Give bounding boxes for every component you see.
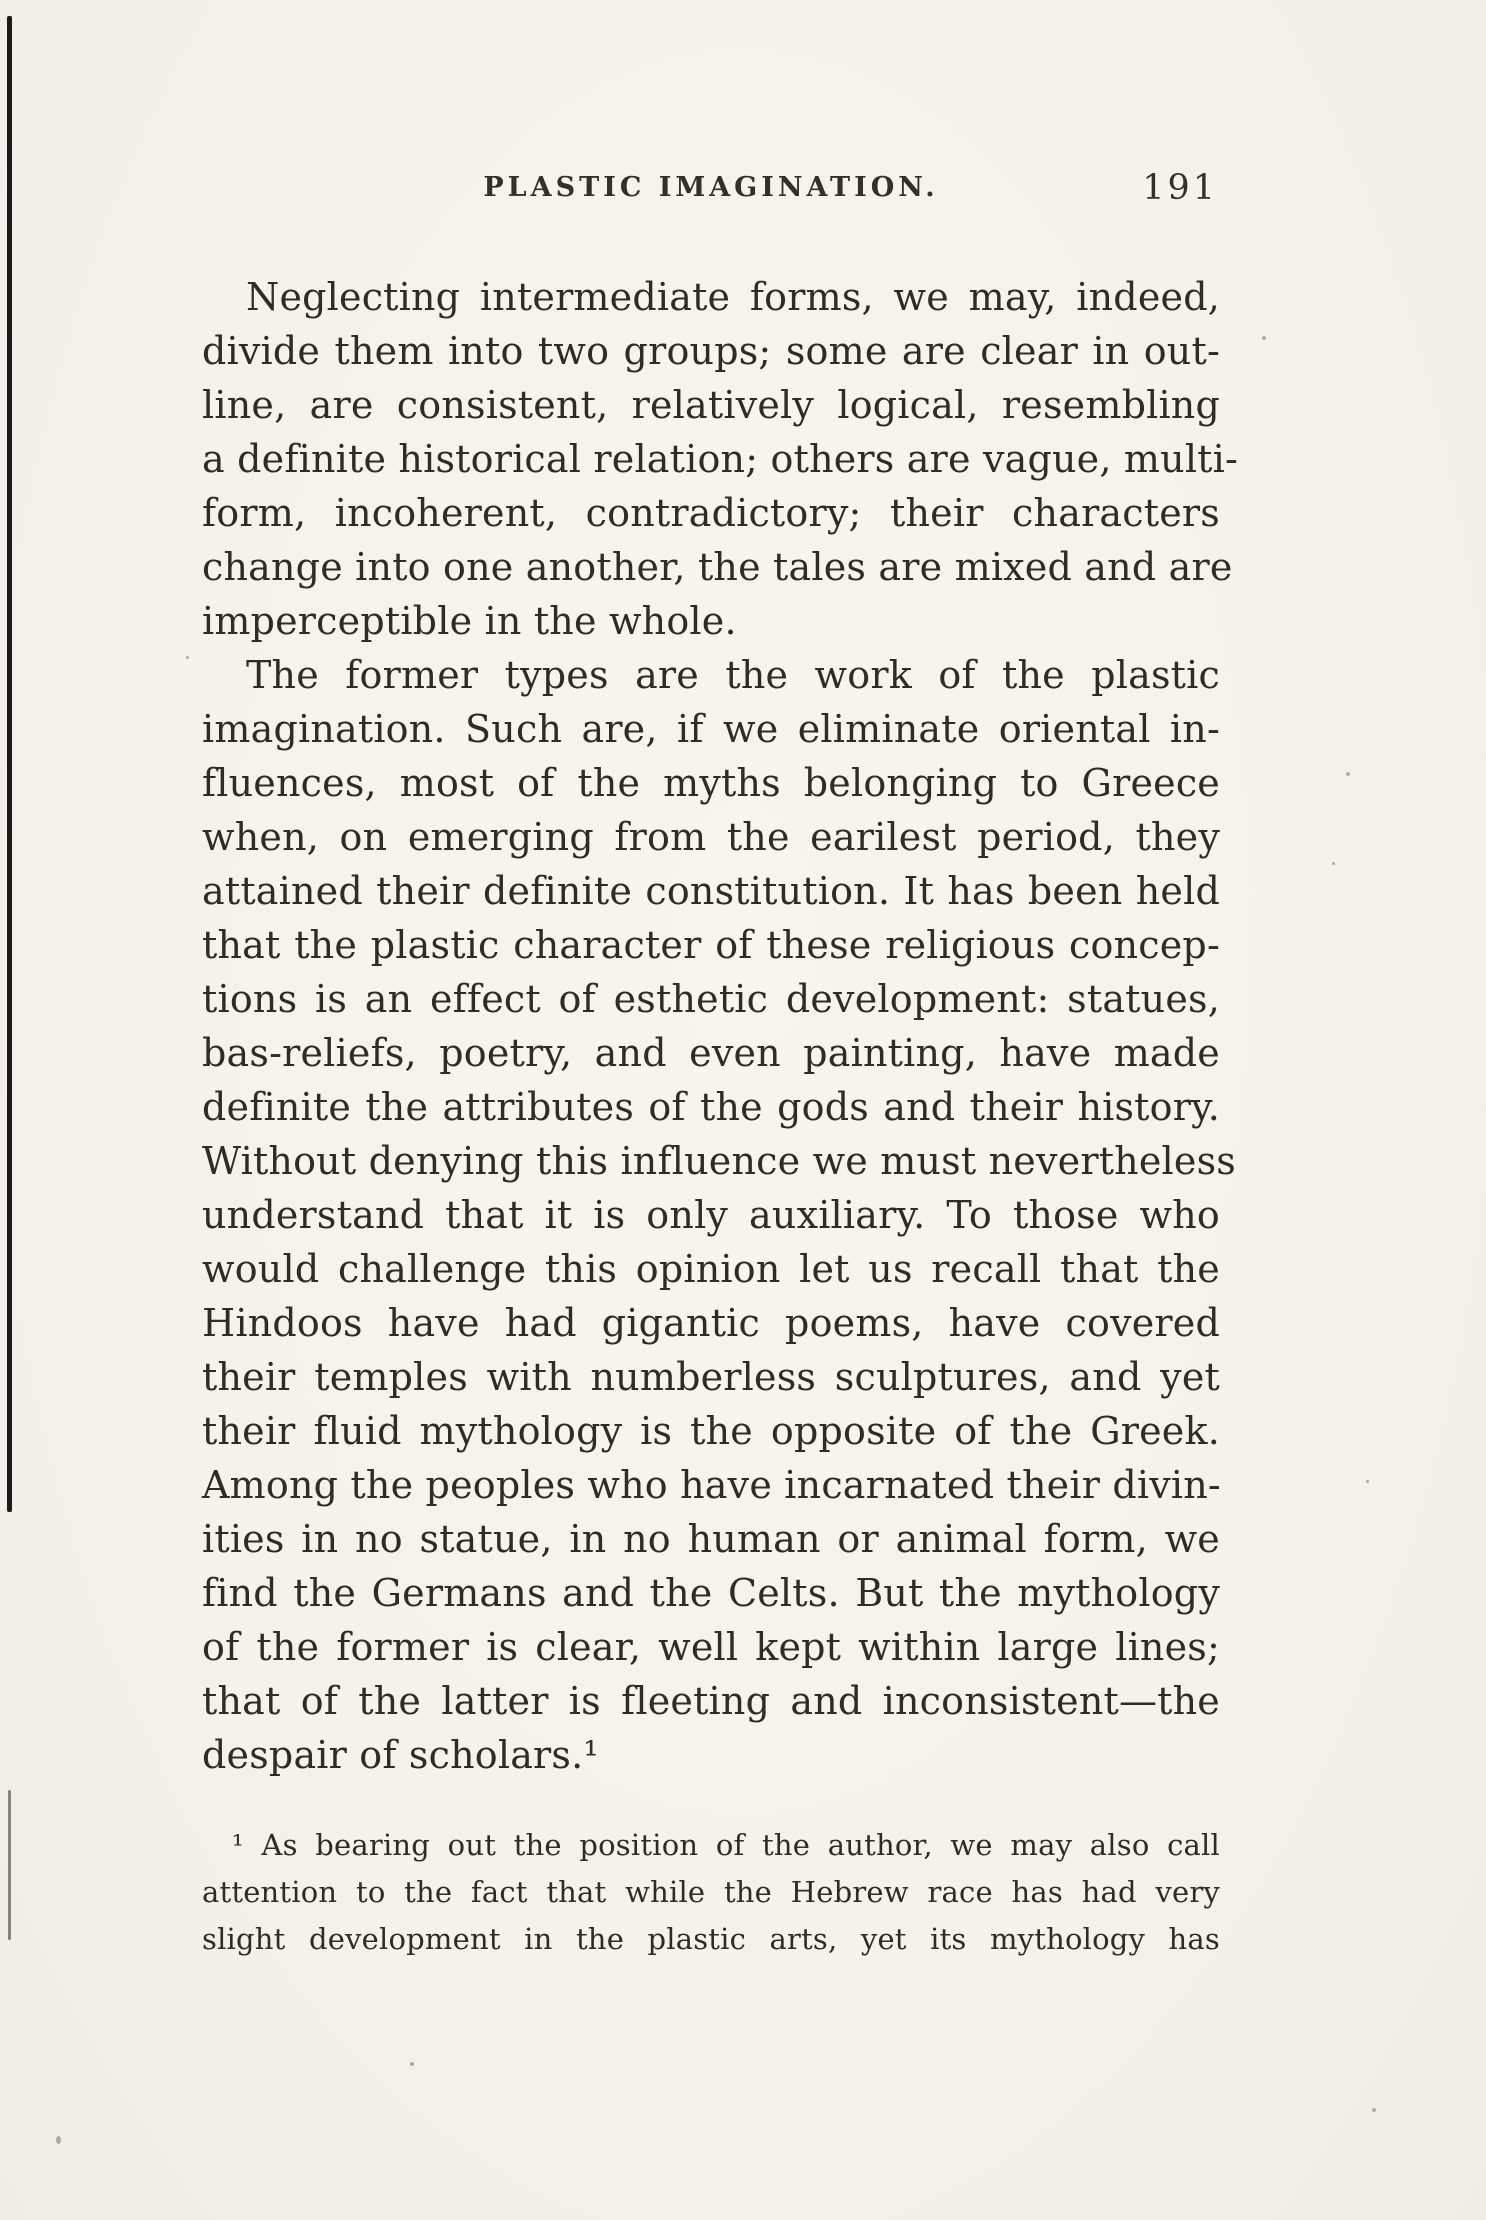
text-line: line, are consistent, relatively logical, resembling xyxy=(202,383,1220,427)
scan-speck xyxy=(186,656,189,659)
text-line: fluences, most of the myths belonging to Greece xyxy=(202,761,1220,805)
text-line: tions is an effect of esthetic development: statues, xyxy=(202,977,1220,1021)
text-line: Neglecting intermediate forms, we may, indeed, xyxy=(246,275,1220,319)
running-title: PLASTIC IMAGINATION. xyxy=(483,172,939,203)
text-line: would challenge this opinion let us recall that the xyxy=(202,1247,1220,1291)
text-line: imagination. Such are, if we eliminate oriental in- xyxy=(202,707,1220,751)
text-line: change into one another, the tales are mixed and are xyxy=(202,545,1233,589)
scan-gutter-shadow xyxy=(7,16,12,1512)
text-line: Without denying this influence we must nevertheless xyxy=(202,1139,1236,1183)
scan-gutter-shadow-lower xyxy=(8,1790,11,1940)
text-line: of the former is clear, well kept within large lines; xyxy=(202,1625,1220,1669)
scan-speck xyxy=(1262,336,1266,340)
text-line: attention to the fact that while the Hebrew race has had very xyxy=(202,1875,1220,1909)
scan-speck xyxy=(410,2062,414,2066)
scan-speck xyxy=(1346,772,1350,776)
text-line: Hindoos have had gigantic poems, have covered xyxy=(202,1301,1220,1345)
text-line: find the Germans and the Celts. But the mythology xyxy=(202,1571,1220,1615)
text-line: understand that it is only auxiliary. To those who xyxy=(202,1193,1220,1237)
page-number: 191 xyxy=(1142,168,1218,208)
text-line: when, on emerging from the earilest period, they xyxy=(202,815,1220,859)
text-line: imperceptible in the whole. xyxy=(202,599,737,643)
text-line: a definite historical relation; others are vague, multi- xyxy=(202,437,1239,481)
text-line: ¹ As bearing out the position of the author, we may also call xyxy=(232,1828,1220,1862)
footnote xyxy=(202,1822,1220,1963)
page-header xyxy=(202,168,1220,218)
scan-speck xyxy=(1366,1480,1369,1483)
text-line: that the plastic character of these religious concep- xyxy=(202,923,1220,967)
text-line: despair of scholars.¹ xyxy=(202,1733,599,1777)
text-line: form, incoherent, contradictory; their characters xyxy=(202,491,1220,535)
text-line: The former types are the work of the plastic xyxy=(246,653,1220,697)
text-line: their fluid mythology is the opposite of the Greek. xyxy=(202,1409,1220,1453)
paragraph-2 xyxy=(202,648,1236,1782)
text-line: definite the attributes of the gods and their history. xyxy=(202,1085,1220,1129)
text-line: that of the latter is fleeting and inconsistent—the xyxy=(202,1679,1220,1723)
text-line: ities in no statue, in no human or animal form, we xyxy=(202,1517,1220,1561)
text-column xyxy=(202,168,1239,1963)
scan-speck xyxy=(56,2136,61,2144)
paragraph-1 xyxy=(202,270,1239,648)
text-line: divide them into two groups; some are clear in out- xyxy=(202,329,1220,373)
body-text xyxy=(202,270,1239,1782)
text-line: attained their definite constitution. It has been held xyxy=(202,869,1220,913)
scan-speck xyxy=(1372,2108,1376,2112)
text-line: Among the peoples who have incarnated their divin- xyxy=(202,1463,1221,1507)
text-line: their temples with numberless sculptures, and yet xyxy=(202,1355,1220,1399)
scan-speck xyxy=(1332,862,1335,865)
text-line: bas-reliefs, poetry, and even painting, have made xyxy=(202,1031,1220,1075)
text-line: slight development in the plastic arts, yet its mythology has xyxy=(202,1922,1220,1956)
